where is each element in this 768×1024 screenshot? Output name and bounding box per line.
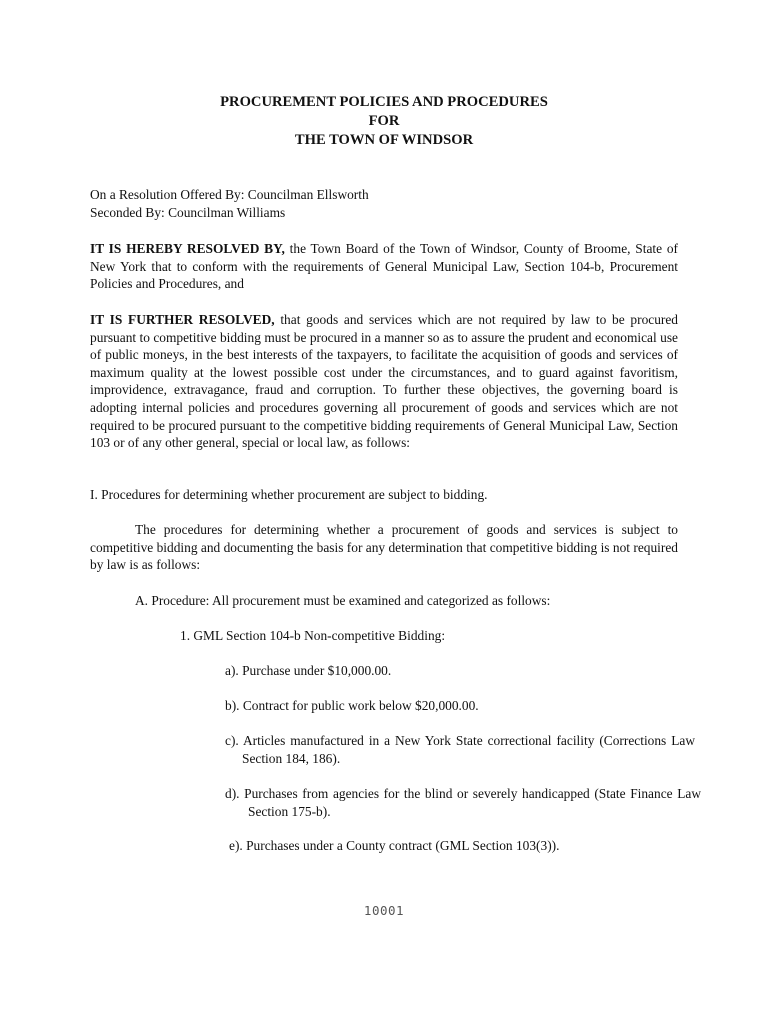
resolution-hereby-lead: IT IS HEREBY RESOLVED BY,: [90, 241, 285, 256]
document-title: [90, 93, 678, 150]
page-code: 10001: [363, 903, 405, 918]
list-item: d). Purchases from agencies for the blind or severely handicapped (State Finance Law Section 175-b).: [225, 786, 701, 819]
list-item: c). Articles manufactured in a New York State correctional facility (Corrections Law Section 184, 186).: [225, 733, 695, 766]
title-line-3: THE TOWN OF WINDSOR: [294, 132, 474, 148]
subsection-a: A. Procedure: All procurement must be examined and categorized as follows:: [135, 593, 551, 608]
section-1-heading: I. Procedures for determining whether procurement are subject to bidding.: [90, 487, 488, 502]
motion-offered-by: On a Resolution Offered By: Councilman Ellsworth: [90, 187, 369, 202]
resolution-hereby-text: the Town Board of the Town of Windsor, County of Broome, State of New York that to conform with the requirements of General Municipal Law, Section 104-b, Procurement Policies and Procedures, and: [90, 241, 678, 292]
title-line-1: PROCUREMENT POLICIES AND PROCEDURES: [220, 94, 548, 110]
motion-seconded-by: Seconded By: Councilman Williams: [90, 205, 286, 220]
resolution-further: [90, 311, 678, 452]
item-1-heading: 1. GML Section 104-b Non-competitive Bidding:: [180, 628, 446, 643]
resolution-hereby: [90, 240, 678, 293]
resolution-further-lead: IT IS FURTHER RESOLVED,: [90, 312, 275, 327]
resolution-further-text: that goods and services which are not required by law to be procured pursuant to competitive bidding must be procured in a manner so as to assure the prudent and economical use of public moneys, in the best interests of the taxpayers, to facilitate the acquisition of goods and services of maximum quality at the lowest possible cost under the circumstances, and to guard against favoritism, improvidence, extravagance, fraud and corruption. To further these objectives, the governing board is adopting internal policies and procedures governing all procurement of goods and services which are not required to be procured pursuant to the competitive bidding requirements of General Municipal Law, Section 103 or of any other general, special or local law, as follows:: [90, 312, 678, 451]
section-1-paragraph: The procedures for determining whether a procurement of goods and services is subject to competitive bidding and documenting the basis for any determination that competitive bidding is not required by law is as follows:: [90, 522, 678, 573]
list-item: b). Contract for public work below $20,000.00.: [225, 698, 479, 713]
title-line-2: FOR: [368, 113, 400, 129]
list-item: e). Purchases under a County contract (GML Section 103(3)).: [229, 838, 560, 853]
list-item: a). Purchase under $10,000.00.: [225, 663, 392, 678]
